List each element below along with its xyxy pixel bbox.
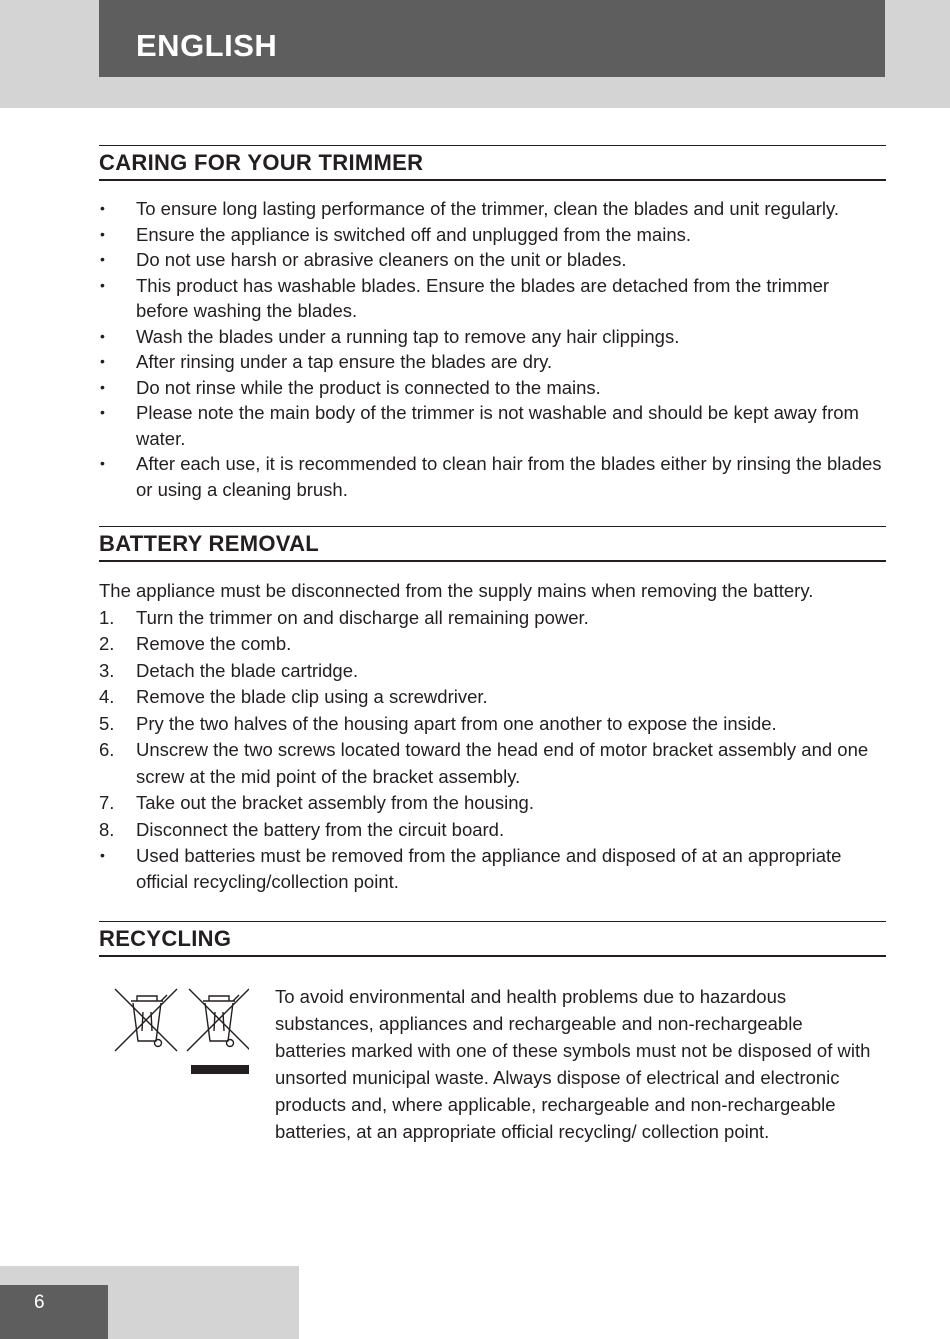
step-number: 2. — [99, 633, 115, 654]
step-item — [99, 790, 886, 817]
step-text: Remove the comb. — [136, 633, 292, 654]
step-text: Take out the bracket assembly from the housing. — [136, 792, 534, 813]
recycling-section — [99, 921, 886, 1191]
bullet-mark: • — [100, 276, 105, 293]
list-item-text: To ensure long lasting performance of the trimmer, clean the blades and unit regularly. — [136, 198, 840, 219]
step-text: Disconnect the battery from the circuit board. — [136, 818, 505, 840]
list-item — [99, 349, 886, 375]
page-number-tab — [0, 1285, 108, 1339]
list-item-text: This product has washable blades. Ensure the blades are detached from the trimmer before washing the blades. — [136, 274, 830, 321]
step-text: Detach the blade cartridge. — [136, 659, 359, 681]
list-item — [99, 451, 886, 502]
step-number: 5. — [99, 712, 115, 734]
recycling-title: RECYCLING — [99, 926, 232, 951]
list-item — [99, 196, 886, 222]
step-number: 4. — [99, 686, 115, 707]
list-item-text: Please note the main body of the trimmer is not washable and should be kept away from water. — [136, 402, 859, 449]
battery-section — [99, 526, 886, 894]
bullet-mark: • — [100, 455, 105, 471]
step-item — [99, 817, 886, 844]
bullet-mark: • — [100, 225, 105, 242]
caring-heading-bar — [99, 145, 886, 181]
caring-title: CARING FOR YOUR TRIMMER — [99, 150, 424, 175]
list-item — [99, 843, 886, 894]
battery-note: Used batteries must be removed from the appliance and disposed of at an appropriate official recycling/collection point. — [136, 845, 842, 892]
step-text: Unscrew the two screws located toward the head end of motor bracket assembly and one screw at the mid point of the bracket assembly. — [136, 739, 869, 787]
bullet-mark: • — [100, 353, 105, 369]
list-item-text: After each use, it is recommended to clean hair from the blades either by rinsing the blades or using a cleaning brush. — [136, 453, 882, 500]
step-number: 7. — [99, 792, 115, 813]
battery-title: BATTERY REMOVAL — [99, 531, 320, 556]
list-item-text: Ensure the appliance is switched off and unplugged from the mains. — [136, 223, 691, 245]
step-item — [99, 658, 886, 685]
bullet-mark: • — [100, 847, 105, 863]
step-number: 1. — [99, 606, 115, 628]
list-item-text: Do not use harsh or abrasive cleaners on the unit or blades. — [136, 249, 627, 270]
solid-bar — [191, 1065, 249, 1074]
recycling-text: To avoid environmental and health problems due to hazardous substances, appliances and rechargeable and non-rechargeable batteries marked with one of these symbols must not be disposed of with unsorted municipal waste. Always dispose of electrical and electronic products and, where applicable, rechargeable and non-rechargeable batteries, at an appropriate official recycling/ collection point. — [275, 986, 871, 1142]
list-item — [99, 400, 886, 451]
step-item — [99, 605, 886, 632]
page-number: 6 — [34, 1292, 45, 1313]
weee-symbols — [113, 979, 249, 1075]
step-item — [99, 711, 886, 738]
step-item — [99, 631, 886, 658]
step-text: Pry the two halves of the housing apart from one another to expose the inside. — [136, 712, 777, 734]
crossed-out-wheelie-bin-icon — [113, 979, 249, 1075]
bullet-mark: • — [100, 251, 105, 267]
step-text: Remove the blade clip using a screwdriver. — [136, 686, 488, 707]
caring-section — [99, 145, 886, 502]
recycling-heading-bar — [99, 921, 886, 957]
list-item-text: After rinsing under a tap ensure the blades are dry. — [136, 351, 553, 372]
caring-list — [99, 196, 886, 502]
battery-steps — [99, 605, 886, 895]
step-text: Turn the trimmer on and discharge all remaining power. — [136, 606, 589, 628]
bullet-mark: • — [100, 200, 105, 216]
list-item — [99, 324, 886, 350]
list-item — [99, 247, 886, 273]
language-title: ENGLISH — [136, 28, 278, 63]
list-item — [99, 375, 886, 401]
step-number: 3. — [99, 659, 115, 681]
bullet-mark: • — [100, 327, 105, 344]
step-number: 8. — [99, 818, 115, 840]
step-item — [99, 737, 886, 790]
battery-intro: The appliance must be disconnected from the supply mains when removing the battery. — [99, 580, 814, 601]
battery-heading-bar — [99, 526, 886, 562]
step-number: 6. — [99, 739, 115, 760]
step-item — [99, 684, 886, 711]
list-item — [99, 273, 886, 324]
list-item-text: Do not rinse while the product is connected to the mains. — [136, 376, 601, 398]
list-item-text: Wash the blades under a running tap to remove any hair clippings. — [136, 325, 680, 347]
bullet-mark: • — [100, 404, 105, 420]
bullet-mark: • — [100, 378, 105, 395]
list-item — [99, 222, 886, 248]
